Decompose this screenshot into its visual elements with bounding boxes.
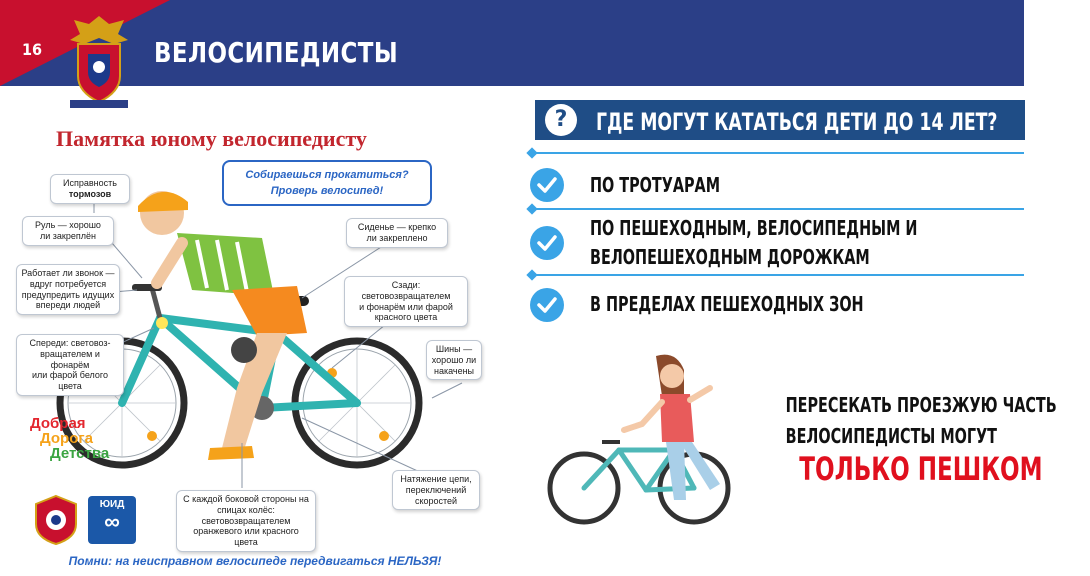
answer-line: ПО ТРОТУАРАМ — [590, 173, 721, 197]
check-bike-box — [222, 160, 432, 206]
answer-line: ПО ПЕШЕХОДНЫМ, ВЕЛОСИПЕДНЫМ И — [590, 216, 918, 240]
callout-text: ли закреплено — [366, 232, 428, 243]
divider — [532, 208, 1024, 210]
callout-brakes — [50, 174, 130, 204]
callout-bell — [16, 264, 120, 315]
callout-text: вращателем и фонарём — [40, 348, 100, 370]
divider — [532, 274, 1024, 276]
ask-line-2: Проверь велосипед! — [270, 184, 384, 197]
callout-chain — [392, 470, 480, 510]
logo-line: Добрая — [30, 415, 86, 432]
callout-text: ли закреплён — [40, 230, 96, 241]
callout-text: Шины — — [435, 344, 473, 354]
uid-badge — [88, 496, 136, 544]
callout-text: Исправность — [63, 178, 117, 188]
callout-front-light — [16, 334, 124, 396]
callout-text: Работает ли звонок — — [21, 268, 115, 278]
logo-line: Дорога — [40, 430, 93, 447]
callout-text: переключений — [405, 484, 467, 495]
good-road-of-childhood-logo — [30, 416, 109, 461]
question-icon: ? — [545, 104, 577, 136]
police-emblem-icon — [64, 10, 134, 110]
callout-text: тормозов — [68, 188, 112, 199]
callout-text: С каждой боковой стороны на — [183, 494, 309, 504]
callout-text: Руль — хорошо — [35, 220, 101, 230]
callout-text: хорошо ли — [431, 354, 477, 365]
crossing-rule-line: ВЕЛОСИПЕДИСТЫ МОГУТ — [785, 424, 997, 448]
callout-text: Спереди: световоз- — [29, 338, 111, 348]
poster-warning: Помни: на неисправном велосипеде передвигаться НЕЛЬЗЯ! — [68, 554, 442, 568]
traffic-police-badge-icon — [32, 494, 80, 546]
page-number: 16 — [22, 40, 43, 59]
callout-text: или фарой белого цвета — [32, 370, 108, 392]
poster-title: Памятка юному велосипедисту — [56, 126, 367, 151]
ask-line-1: Собираешься прокатиться? — [245, 169, 409, 181]
answer-paths — [590, 214, 917, 272]
answer-pedestrian-zones — [590, 290, 864, 319]
divider — [532, 152, 1024, 154]
callout-text: вдруг потребуется — [29, 278, 107, 289]
answer-line: ВЕЛОПЕШЕХОДНЫМ ДОРОЖКАМ — [590, 245, 870, 269]
callout-text: впереди людей — [35, 300, 101, 311]
check-icon — [530, 288, 564, 322]
callout-spokes — [176, 490, 316, 552]
callout-text: оранжевого или красного цвета — [193, 526, 299, 548]
cyclist-memo-poster — [12, 118, 488, 570]
callout-text: красного цвета — [374, 312, 438, 323]
callout-text: Натяжение цепи, — [400, 474, 472, 484]
callout-text: накачены — [433, 365, 475, 376]
girl-walking-bike-illustration — [534, 350, 744, 530]
crossing-rule — [752, 390, 1057, 452]
check-icon — [530, 168, 564, 202]
callout-text: и фонарём или фарой — [359, 301, 453, 312]
callout-rear-light — [344, 276, 468, 327]
callout-handlebar — [22, 216, 114, 246]
callout-tires — [426, 340, 482, 380]
slide-title: ВЕЛОСИПЕДИСТЫ — [154, 36, 399, 69]
check-icon — [530, 226, 564, 260]
crossing-rule-line: ПЕРЕСЕКАТЬ ПРОЕЗЖУЮ ЧАСТЬ — [785, 393, 1057, 417]
callout-text: скоростей — [414, 495, 458, 506]
callout-text: предупредить идущих — [21, 289, 115, 300]
infinity-icon: ∞ — [104, 509, 120, 534]
only-on-foot-text: ТОЛЬКО ПЕШКОМ — [799, 450, 1043, 488]
callout-text: спицах колёс: световозвращателем — [201, 504, 291, 526]
callout-saddle — [346, 218, 448, 248]
question-text: ГДЕ МОГУТ КАТАТЬСЯ ДЕТИ ДО 14 ЛЕТ? — [596, 108, 998, 136]
uid-badge-text: ЮИД — [99, 499, 125, 510]
callout-text: Сзади: световозвращателем — [361, 280, 451, 301]
answer-line: В ПРЕДЕЛАХ ПЕШЕХОДНЫХ ЗОН — [590, 292, 864, 316]
answer-sidewalks — [590, 171, 720, 200]
callout-text: Сиденье — крепко — [357, 222, 437, 232]
only-on-foot-warning — [752, 450, 1043, 488]
logo-line: Детства — [50, 445, 110, 462]
